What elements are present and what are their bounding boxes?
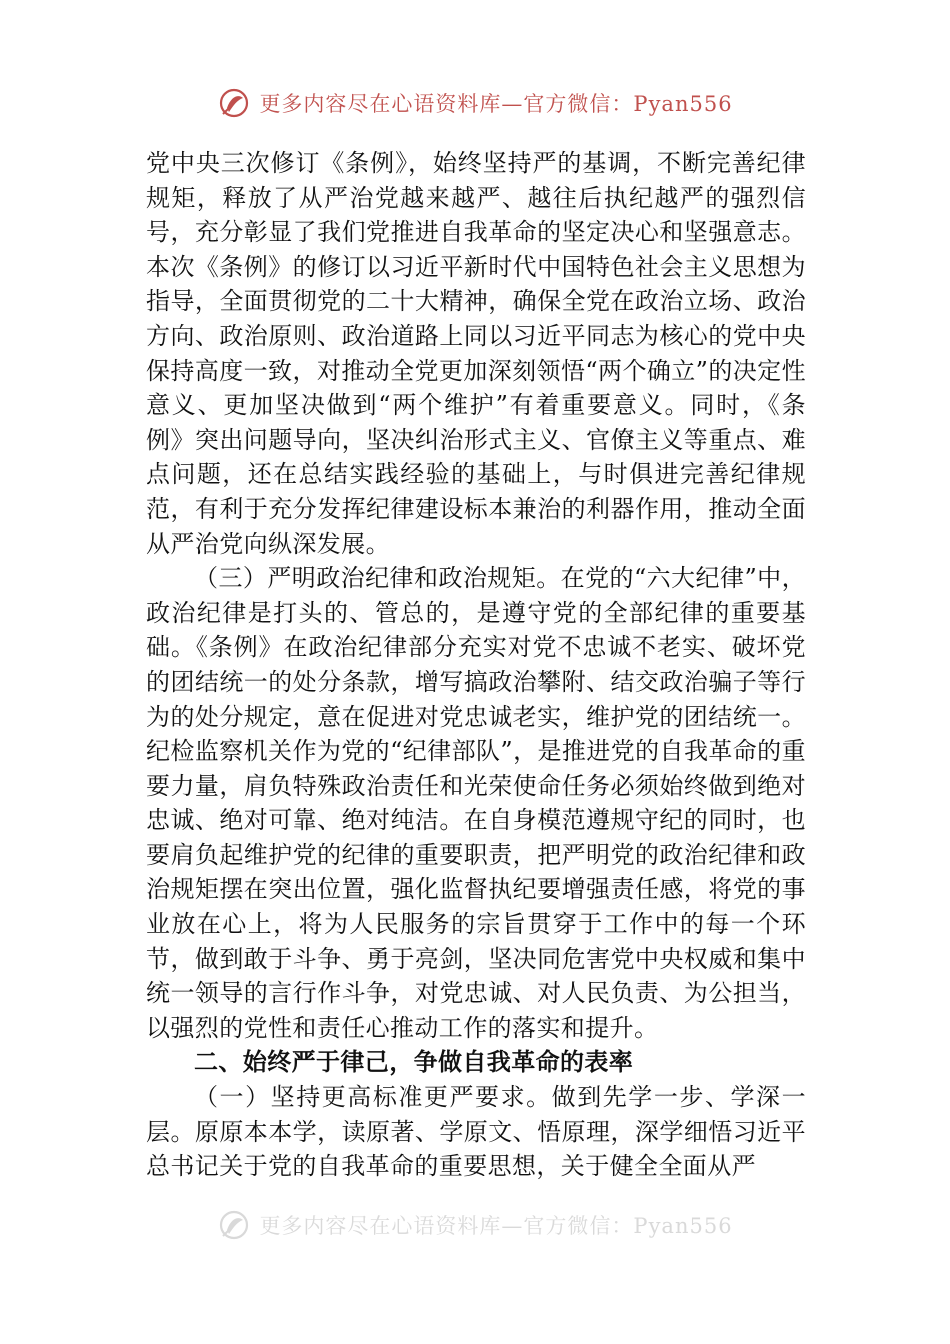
paragraph-political-discipline: （三）严明政治纪律和政治规矩。在党的“六大纪律”中，政治纪律是打头的、管总的，是遵守党的全部纪律的重要基础。《条例》在政治纪律部分充实对党不忠诚不老实、破坏党的团结统一的处分条款，增写搞政治攀附、结交政治骗子等行为的处分规定，意在促进对党忠诚老实，维护党的团结统一。纪检监察机关作为党的“纪律部队”，是推进党的自我革命的重要力量，肩负特殊政治责任和光荣使命任务必须始终做到绝对忠诚、绝对可靠、绝对纯洁。在自身模范遵规守纪的同时，也要肩负起维护党的纪律的重要职责，把严明党的政治纪律和政治规矩摆在突出位置，强化监督执纪要增强责任感，将党的事业放在心上，将为人民服务的宗旨贯穿于工作中的每一个环节，做到敢于斗争、勇于亮剑，坚决同危害党中央权威和集中统一领导的言行作斗争，对党忠诚、对人民负责、为公担当，以强烈的党性和责任心推动工作的落实和提升。 bbox=[146, 564, 806, 1042]
watermark-text: 更多内容尽在心语资料库—官方微信：Pyan556 bbox=[259, 1214, 733, 1238]
watermark-logo-icon bbox=[217, 86, 251, 120]
paragraph-continued: 党中央三次修订《条例》，始终坚持严的基调，不断完善纪律规矩，释放了从严治党越来越严、越往后执纪越严的强烈信号，充分彰显了我们党推进自我革命的坚定决心和坚强意志。本次《条例》的修订以习近平新时代中国特色社会主义思想为指导，全面贯彻党的二十大精神，确保全党在政治立场、政治方向、政治原则、政治道路上同以习近平同志为核心的党中央保持高度一致，对推动全党更加深刻领悟“两个确立”的决定性意义、更加坚决做到“两个维护”有着重要意义。同时，《条例》突出问题导向，坚决纠治形式主义、官僚主义等重点、难点问题，还在总结实践经验的基础上，与时俱进完善纪律规范，有利于充分发挥纪律建设标本兼治的利器作用，推动全面从严治党向纵深发展。 bbox=[146, 149, 806, 558]
paragraph-higher-standards: （一）坚持更高标准更严要求。做到先学一步、学深一层。原原本本学，读原著、学原文、悟原理，深学细悟习近平总书记关于党的自我革命的重要思想，关于健全全面从严 bbox=[146, 1083, 806, 1181]
watermark-header bbox=[0, 86, 950, 120]
watermark-text: 更多内容尽在心语资料库—官方微信：Pyan556 bbox=[259, 92, 733, 116]
document-body bbox=[146, 146, 806, 1184]
section-heading: 二、始终严于律己，争做自我革命的表率 bbox=[194, 1048, 634, 1077]
watermark-logo-icon bbox=[217, 1208, 251, 1242]
watermark-footer bbox=[0, 1208, 950, 1242]
